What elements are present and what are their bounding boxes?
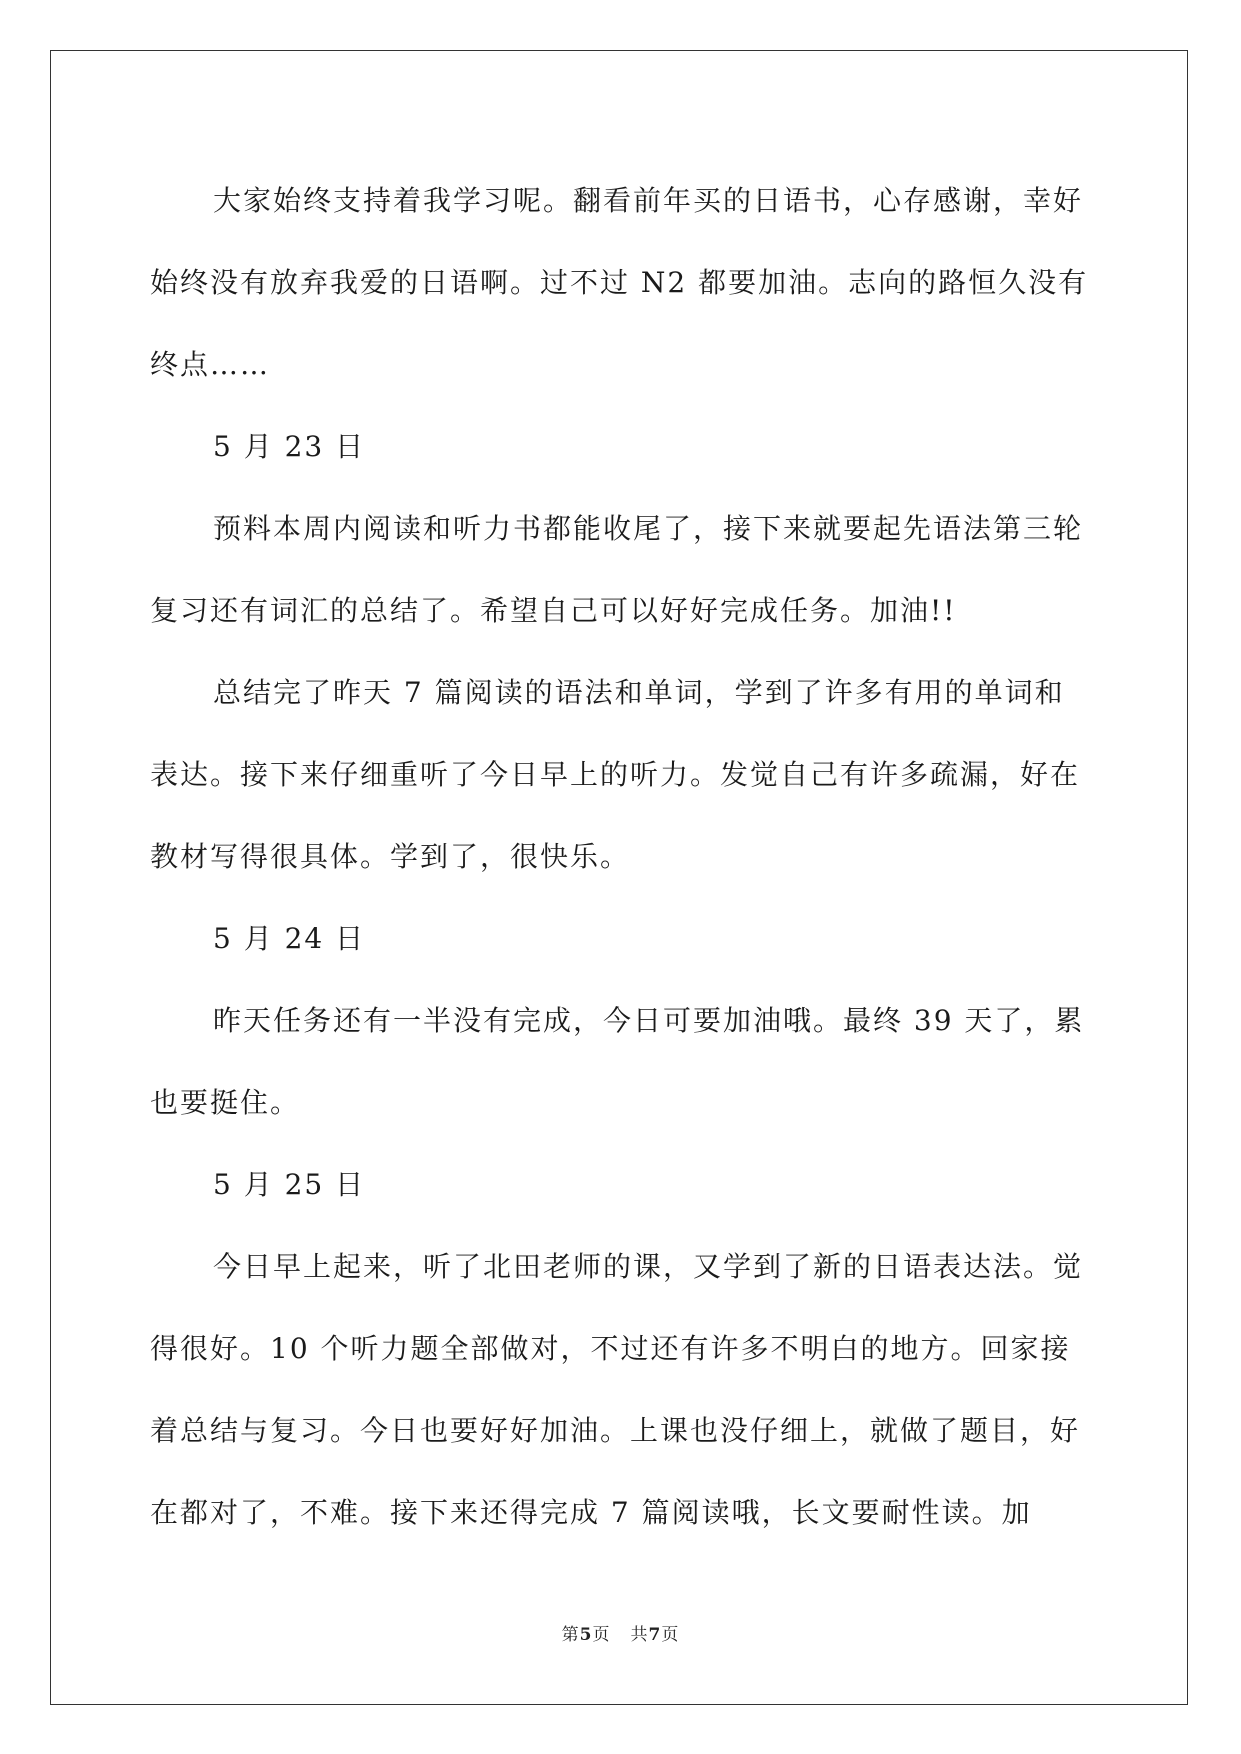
- footer-prefix: 第: [561, 1625, 580, 1645]
- date-heading: 5 月 25 日: [213, 1168, 366, 1201]
- date-heading: 5 月 24 日: [213, 922, 366, 955]
- paragraph: 总结完了昨天 7 篇阅读的语法和单词，学到了许多有用的单词和表达。接下来仔细重听了今日早上的听力。发觉自己有许多疏漏，好在教材写得很具体。学到了，很快乐。: [150, 676, 1081, 873]
- paragraph: 预料本周内阅读和听力书都能收尾了，接下来就要起先语法第三轮复习还有词汇的总结了。希望自己可以好好完成任务。加油!!: [150, 512, 1084, 627]
- date-heading: 5 月 23 日: [213, 430, 366, 463]
- document-body: [150, 160, 1090, 1554]
- footer-total-prefix: 共: [630, 1625, 649, 1645]
- paragraph: 今日早上起来，听了北田老师的课，又学到了新的日语表达法。觉得很好。10 个听力题全部做对，不过还有许多不明白的地方。回家接着总结与复习。今日也要好好加油。上课也没仔细上，就做了题目，好在都对了，不难。接下来还得完成 7 篇阅读哦，长文要耐性读。加: [150, 1250, 1084, 1529]
- paragraph: 大家始终支持着我学习呢。翻看前年买的日语书，心存感谢，幸好始终没有放弃我爱的日语啊。过不过 N2 都要加油。志向的路恒久没有终点……: [150, 184, 1089, 381]
- footer-page-suffix: 页: [592, 1625, 611, 1645]
- total-page-count: 7: [648, 1625, 662, 1645]
- page-footer: [0, 1620, 1241, 1645]
- current-page-number: 5: [579, 1625, 593, 1645]
- paragraph: 昨天任务还有一半没有完成，今日可要加油哦。最终 39 天了，累也要挺住。: [150, 1004, 1085, 1119]
- footer-total-suffix: 页: [661, 1625, 680, 1645]
